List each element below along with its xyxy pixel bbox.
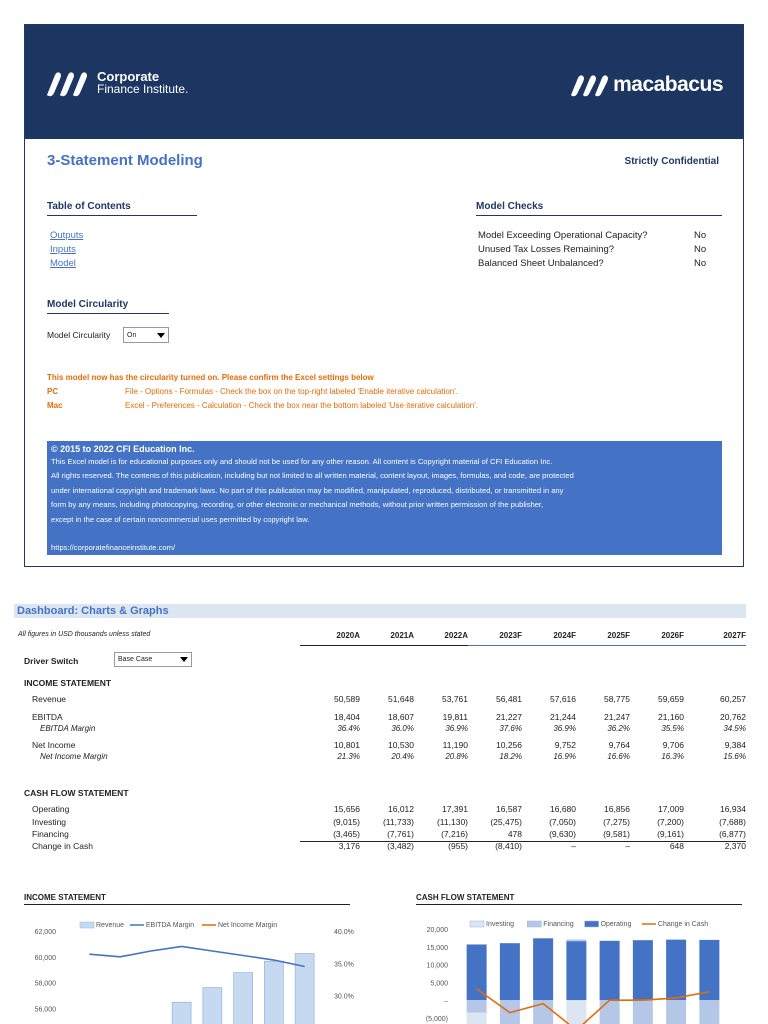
header-banner	[25, 25, 743, 139]
check-label: Unused Tax Losses Remaining?	[478, 244, 615, 255]
table-cell: 10,801	[334, 740, 360, 750]
cfi-logo	[45, 69, 188, 97]
warning-text: This model now has the circularity turned on. Please confirm the Excel settings below	[47, 373, 374, 382]
y-tick-label: 20,000	[426, 927, 448, 934]
cfi-logo-icon	[45, 69, 91, 97]
copyright-line: All rights reserved. The contents of this publication, including but not limited to all written material, content layout, images, formulas, and code, are protected	[51, 471, 574, 481]
table-cell: (8,410)	[495, 841, 522, 851]
operating-bar	[666, 940, 686, 1001]
table-cell: 21,160	[658, 712, 684, 722]
income-chart-title: INCOME STATEMENT	[24, 893, 350, 905]
table-cell: 20.4%	[391, 752, 414, 761]
driver-switch-value: Base Case	[118, 656, 153, 663]
copyright-line: form by any means, including photocopying, recording, or other electronic or mechanical methods, without prior written permission of the publisher,	[51, 500, 544, 510]
copyright-line	[51, 527, 718, 541]
table-cell: 10,256	[496, 740, 522, 750]
mac-text: Excel - Preferences - Calculation - Check the box near the bottom labeled 'Use iterative calculation'.	[125, 401, 479, 410]
table-cell: 18,404	[334, 712, 360, 722]
toc-link-inputs[interactable]: Inputs	[50, 244, 76, 255]
table-cell: 53,761	[442, 694, 468, 704]
financing-bar	[600, 1000, 620, 1024]
operating-bar	[500, 943, 520, 1000]
copyright-box	[47, 441, 722, 555]
operating-bar	[566, 941, 586, 1000]
circularity-dropdown[interactable]	[123, 327, 169, 343]
y-tick-label: 62,000	[34, 929, 56, 936]
legend-swatch	[80, 922, 94, 928]
operating-bar	[467, 944, 487, 1000]
year-header: 2026F	[661, 631, 684, 640]
macabacus-logo	[569, 73, 723, 97]
investing-bar	[467, 1013, 487, 1024]
check-value: No	[694, 230, 707, 241]
table-cell: 50,589	[334, 694, 360, 704]
legend-label: Net Income Margin	[218, 922, 278, 929]
dashboard-title: Dashboard: Charts & Graphs	[14, 604, 746, 618]
legend-swatch	[527, 921, 541, 927]
table-cell: 17,009	[658, 804, 684, 814]
cash-chart-title: CASH FLOW STATEMENT	[416, 893, 742, 905]
table-cell: 478	[507, 829, 522, 839]
investing-bar	[566, 1000, 586, 1024]
table-cell: 16.6%	[607, 752, 630, 761]
table-cell: 35.5%	[661, 724, 684, 733]
table-cell: (7,688)	[719, 817, 746, 827]
operating-bar	[633, 940, 653, 1000]
table-cell: (25,475)	[490, 817, 522, 827]
legend-swatch	[470, 921, 484, 927]
year-header: 2022A	[444, 631, 468, 640]
y2-tick-label: 40.0%	[334, 929, 354, 936]
row-label: Investing	[32, 817, 67, 827]
copyright-line: under international copyright and trademark laws. No part of this publication may be modified, manipulated, reproduced, distributed, or transmitted in any	[51, 485, 564, 495]
financing-bar	[467, 1000, 487, 1012]
table-cell: 3,176	[338, 841, 360, 851]
table-cell: 34.5%	[723, 724, 746, 733]
year-header: 2023F	[499, 631, 522, 640]
table-cell: 648	[669, 841, 684, 851]
table-cell: 21,247	[604, 712, 630, 722]
copyright-line: except in the case of certain noncommercial uses permitted by copyright law.	[51, 514, 310, 524]
table-cell: 17,391	[442, 804, 468, 814]
table-cell: 36.4%	[337, 724, 360, 733]
year-header: 2020A	[336, 631, 360, 640]
cover-sheet	[24, 24, 744, 567]
table-cell: (7,050)	[549, 817, 576, 827]
table-cell: 21,227	[496, 712, 522, 722]
table-cell: 36.2%	[607, 724, 630, 733]
forecast-underline	[468, 645, 746, 646]
y-tick-label: –	[444, 998, 448, 1006]
table-cell: (955)	[448, 841, 468, 851]
table-cell: 37.6%	[499, 724, 522, 733]
y-tick-label: 15,000	[426, 944, 448, 952]
table-cell: 16.9%	[553, 752, 576, 761]
table-cell: (9,630)	[549, 829, 576, 839]
check-label: Model Exceeding Operational Capacity?	[478, 230, 648, 241]
table-cell: 58,775	[604, 694, 630, 704]
total-line	[300, 841, 746, 842]
financing-bar	[666, 1000, 686, 1024]
table-cell: 19,811	[442, 712, 468, 722]
operating-bar	[699, 940, 719, 1000]
table-cell: 9,706	[662, 740, 684, 750]
legend-label: Operating	[600, 921, 632, 928]
table-cell: 15,656	[334, 804, 360, 814]
y2-tick-label: 35.0%	[334, 961, 354, 969]
table-cell: 20.8%	[445, 752, 468, 761]
macabacus-name: macabacus	[613, 73, 723, 96]
table-cell: –	[625, 841, 630, 851]
y-tick-label: 56,000	[34, 1006, 56, 1014]
year-header: 2024F	[553, 631, 576, 640]
cfi-name-line1: Corporate	[97, 69, 160, 84]
table-cell: 16.3%	[661, 752, 684, 761]
driver-switch-label: Driver Switch	[24, 656, 79, 666]
table-cell: 51,648	[388, 694, 414, 704]
toc-link-model[interactable]: Model	[50, 258, 76, 269]
row-label: Financing	[32, 829, 69, 839]
units-note: All figures in USD thousands unless stated	[18, 631, 151, 638]
model-checks-heading: Model Checks	[476, 201, 722, 216]
row-label: Net Income	[32, 740, 76, 750]
macabacus-logo-icon	[569, 73, 613, 97]
table-cell: 16,587	[496, 804, 522, 814]
table-cell: 16,856	[604, 804, 630, 814]
header-underline	[360, 645, 414, 646]
income-heading: INCOME STATEMENT	[24, 678, 112, 688]
table-cell: 11,190	[442, 740, 468, 750]
y-tick-label: 5,000	[430, 980, 448, 988]
copyright-title: © 2015 to 2022 CFI Education Inc.	[51, 444, 195, 454]
table-cell: (6,877)	[719, 829, 746, 839]
circularity-warning	[47, 373, 374, 382]
table-cell: (9,015)	[333, 817, 360, 827]
page-title: 3-Statement Modeling	[47, 152, 203, 169]
table-cell: 57,616	[550, 694, 576, 704]
revenue-bar	[264, 961, 283, 1024]
table-cell: (9,161)	[657, 829, 684, 839]
table-cell: 36.9%	[553, 724, 576, 733]
pc-instruction	[47, 387, 458, 396]
table-cell: 9,764	[608, 740, 630, 750]
financing-bar	[633, 1000, 653, 1024]
table-cell: 36.0%	[391, 724, 414, 733]
table-cell: –	[571, 841, 576, 851]
table-cell: (9,581)	[603, 829, 630, 839]
y-tick-label: (5,000)	[425, 1016, 448, 1023]
table-cell: (7,761)	[387, 829, 414, 839]
header-underline	[300, 645, 360, 646]
revenue-bar	[172, 1002, 191, 1024]
table-cell: 20,762	[720, 712, 746, 722]
legend-label: Revenue	[96, 922, 125, 929]
pc-text: File - Options - Formulas - Check the box on the top-right labeled 'Enable iterative calculation'.	[125, 387, 458, 396]
table-cell: 56,481	[496, 694, 522, 704]
financing-bar	[566, 939, 586, 941]
table-cell: 18,607	[388, 712, 414, 722]
y-tick-label: 60,000	[34, 954, 56, 962]
table-cell: 16,012	[388, 804, 414, 814]
driver-switch-dropdown[interactable]	[114, 652, 192, 667]
circularity-label: Model Circularity	[47, 330, 111, 340]
legend-label: Investing	[486, 921, 515, 928]
mac-instruction	[47, 401, 479, 410]
table-cell: 2,370	[724, 841, 746, 851]
table-cell: 18.2%	[499, 752, 522, 761]
table-cell: 21.3%	[337, 752, 360, 761]
table-cell: 36.9%	[445, 724, 468, 733]
table-cell: (11,733)	[382, 817, 414, 827]
circularity-value: On	[127, 331, 137, 339]
y2-tick-label: 30.0%	[334, 993, 354, 1001]
operating-bar	[600, 941, 620, 1000]
table-cell: 15.6%	[723, 752, 746, 761]
table-cell: (7,275)	[603, 817, 630, 827]
circularity-heading: Model Circularity	[47, 299, 169, 314]
legend-swatch	[585, 921, 599, 927]
table-cell: (7,200)	[657, 817, 684, 827]
legend-label: EBITDA Margin	[145, 922, 195, 929]
chevron-down-icon	[157, 333, 165, 338]
copyright-line: This Excel model is for educational purposes only and should not be used for any other reason. All content is Copyright material of CFI Education Inc.	[51, 457, 553, 466]
financing-bar	[699, 1000, 719, 1024]
row-label: Revenue	[32, 694, 67, 704]
table-cell: 10,530	[388, 740, 414, 750]
revenue-bar	[295, 953, 314, 1024]
header-underline	[414, 645, 468, 646]
table-cell: 16,680	[550, 804, 576, 814]
toc-heading: Table of Contents	[47, 201, 197, 216]
year-header: 2021A	[390, 631, 414, 640]
row-label: Operating	[32, 804, 70, 814]
table-cell: 59,659	[658, 694, 684, 704]
table-cell: 9,384	[724, 740, 746, 750]
table-cell: (11,130)	[436, 817, 468, 827]
check-value: No	[694, 258, 707, 269]
year-header: 2027F	[723, 631, 746, 640]
cfi-name-line2: Finance Institute.	[97, 82, 189, 96]
mac-label: Mac	[47, 401, 63, 410]
row-label: EBITDA Margin	[40, 724, 96, 733]
operating-bar	[533, 938, 553, 1000]
year-header: 2025F	[607, 631, 630, 640]
check-value: No	[694, 244, 707, 255]
legend-label: Change in Cash	[657, 921, 709, 928]
table-cell: (3,465)	[333, 829, 360, 839]
copyright-url[interactable]: https://corporatefinanceinstitute.com/	[51, 543, 176, 553]
table-cell: 9,752	[554, 740, 576, 750]
table-cell: 16,934	[720, 804, 746, 814]
row-label: EBITDA	[32, 712, 63, 722]
cash-heading: CASH FLOW STATEMENT	[24, 788, 129, 798]
table-cell: 21,244	[550, 712, 576, 722]
row-label: Change in Cash	[32, 841, 93, 851]
toc-link-outputs[interactable]: Outputs	[50, 230, 84, 241]
table-cell: (7,216)	[441, 829, 468, 839]
income-chart	[24, 910, 360, 1024]
chevron-down-icon	[180, 657, 188, 662]
check-label: Balanced Sheet Unbalanced?	[478, 258, 604, 269]
table-cell: 60,257	[720, 694, 746, 704]
confidential-label: Strictly Confidential	[624, 156, 719, 167]
pc-label: PC	[47, 387, 59, 396]
y-tick-label: 58,000	[34, 980, 56, 988]
revenue-bar	[234, 973, 253, 1024]
row-label: Net Income Margin	[40, 752, 108, 761]
y-tick-label: 10,000	[426, 962, 448, 970]
revenue-bar	[203, 988, 222, 1024]
table-cell: (3,482)	[387, 841, 414, 851]
legend-label: Financing	[543, 921, 574, 928]
cash-chart	[412, 910, 748, 1024]
